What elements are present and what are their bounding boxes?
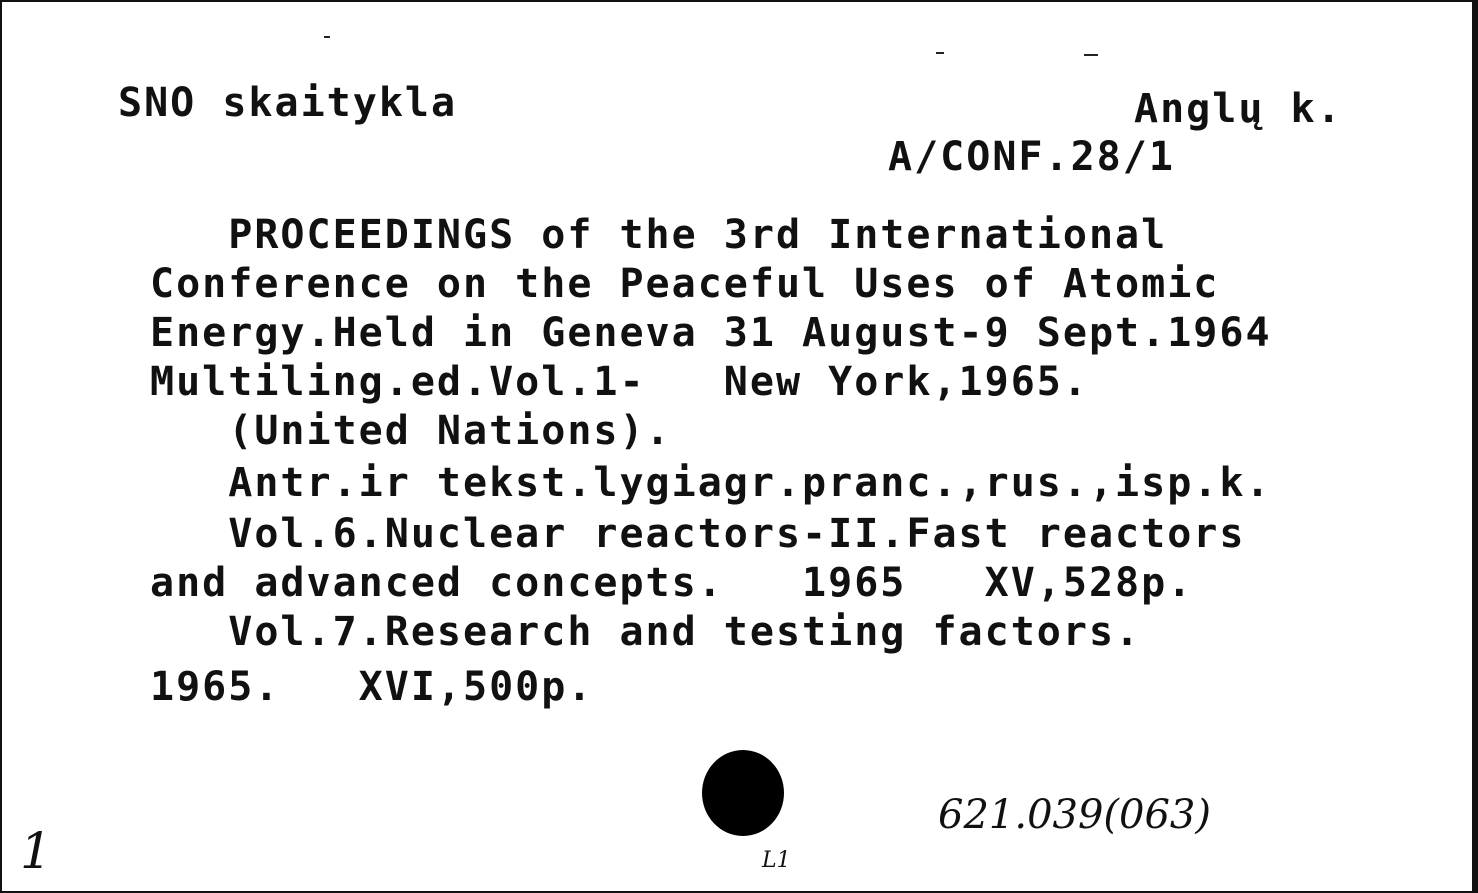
- body-line: Multiling.ed.Vol.1- New York,1965.: [150, 359, 1089, 405]
- body-line: (United Nations).: [150, 408, 672, 454]
- punch-hole-dot: [702, 750, 784, 836]
- ink-speck: [324, 36, 330, 38]
- body-line: PROCEEDINGS of the 3rd International: [150, 212, 1168, 258]
- body-line: Vol.6.Nuclear reactors-II.Fast reactors: [150, 511, 1246, 557]
- ink-speck: [936, 52, 944, 54]
- document-symbol: A/CONF.28/1: [888, 134, 1175, 180]
- card-edge: [1472, 0, 1478, 893]
- body-line: 1965. XVI,500p.: [150, 664, 594, 710]
- body-line: and advanced concepts. 1965 XV,528p.: [150, 560, 1194, 606]
- body-line: Vol.7.Research and testing factors.: [150, 609, 1142, 655]
- body-line: Antr.ir tekst.lygiagr.pranc.,rus.,isp.k.: [150, 460, 1272, 506]
- body-line: Energy.Held in Geneva 31 August-9 Sept.1964: [150, 310, 1272, 356]
- small-handwritten-mark: L1: [762, 848, 791, 873]
- classification-handwritten: 621.039(063): [938, 792, 1211, 838]
- ink-speck: [1084, 54, 1098, 56]
- language-note: Anglų k.: [1134, 86, 1343, 132]
- card-number-handwritten: 1: [20, 822, 52, 880]
- body-line: Conference on the Peaceful Uses of Atomic: [150, 261, 1220, 307]
- library-name: SNO skaitykla: [118, 80, 458, 126]
